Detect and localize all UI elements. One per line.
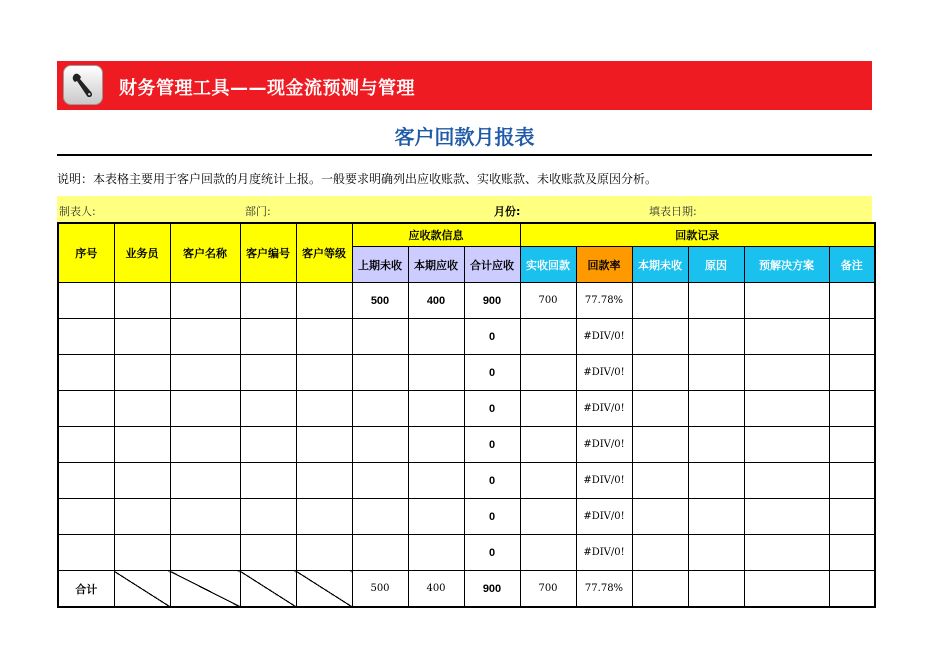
cell-planned-solution[interactable] [744,319,829,355]
total-collection-rate: 77.78% [576,571,632,608]
cell-customer-level[interactable] [296,499,352,535]
header-row-1 [58,223,875,247]
col-header-customer-name: 客户名称 [170,223,240,283]
cell-customer-code[interactable] [240,463,296,499]
cell-customer-code[interactable] [240,535,296,571]
cell-seq[interactable] [58,391,114,427]
wrench-icon [63,65,103,105]
cell-remarks[interactable] [829,319,875,355]
cell-remarks[interactable] [829,499,875,535]
cell-customer-level[interactable] [296,535,352,571]
total-prev-unpaid: 500 [352,571,408,608]
cell-actual-received[interactable] [520,319,576,355]
table-row [58,319,875,355]
group-header-collection: 回款记录 [520,223,875,247]
cell-actual-received[interactable] [520,355,576,391]
cell-actual-received[interactable] [520,463,576,499]
cell-total-receivable[interactable]: 0 [464,319,520,355]
cell-customer-level[interactable] [296,283,352,319]
cell-salesperson[interactable] [114,535,170,571]
cell-prev-unpaid[interactable] [352,319,408,355]
report-meta-bar [57,196,872,222]
cell-prev-unpaid[interactable] [352,355,408,391]
cell-current-unpaid[interactable] [632,427,688,463]
cell-current-receivable[interactable] [408,391,464,427]
cell-collection-rate[interactable]: #DIV/0! [576,355,632,391]
cell-planned-solution[interactable] [744,355,829,391]
cell-prev-unpaid[interactable] [352,391,408,427]
cell-reason[interactable] [688,283,744,319]
app-banner [57,61,872,110]
cell-salesperson[interactable] [114,499,170,535]
month-label: 月份: [494,205,521,218]
cell-customer-name[interactable] [170,499,240,535]
cell-collection-rate[interactable]: #DIV/0! [576,499,632,535]
cell-customer-code[interactable] [240,283,296,319]
cell-current-receivable[interactable] [408,355,464,391]
cell-customer-name[interactable] [170,391,240,427]
col-header-remarks: 备注 [829,247,875,283]
col-header-current-unpaid: 本期未收 [632,247,688,283]
cell-seq[interactable] [58,499,114,535]
table-row [58,283,875,319]
cell-total-receivable[interactable]: 0 [464,427,520,463]
total-current-receivable: 400 [408,571,464,608]
col-header-planned-solution: 预解决方案 [744,247,829,283]
group-header-receivable: 应收款信息 [352,223,520,247]
collection-report-table [57,222,876,608]
cell-reason[interactable] [688,535,744,571]
cell-reason[interactable] [688,391,744,427]
cell-prev-unpaid[interactable] [352,535,408,571]
total-remarks [829,571,875,608]
cell-current-receivable[interactable] [408,499,464,535]
total-label: 合计 [58,571,114,608]
table-row [58,427,875,463]
col-header-total-receivable: 合计应收 [464,247,520,283]
cell-salesperson[interactable] [114,463,170,499]
cell-customer-level[interactable] [296,463,352,499]
cell-reason[interactable] [688,499,744,535]
cell-salesperson[interactable] [114,391,170,427]
cell-salesperson[interactable] [114,427,170,463]
cell-customer-name[interactable] [170,355,240,391]
cell-customer-name[interactable] [170,463,240,499]
cell-customer-name[interactable] [170,283,240,319]
department-label: 部门: [245,205,271,218]
cell-remarks[interactable] [829,391,875,427]
cell-current-unpaid[interactable] [632,499,688,535]
fill-date-label: 填表日期: [649,205,697,218]
cell-seq[interactable] [58,319,114,355]
col-header-prev-unpaid: 上期未收 [352,247,408,283]
cell-current-receivable[interactable] [408,463,464,499]
cell-collection-rate[interactable]: #DIV/0! [576,463,632,499]
total-actual-received: 700 [520,571,576,608]
cell-customer-level[interactable] [296,391,352,427]
col-header-collection-rate: 回款率 [576,247,632,283]
report-title: 客户回款月报表 [394,125,535,149]
cell-current-receivable[interactable] [408,535,464,571]
cell-actual-received[interactable] [520,535,576,571]
cell-salesperson[interactable] [114,319,170,355]
total-current-unpaid [632,571,688,608]
cell-collection-rate[interactable]: #DIV/0! [576,391,632,427]
preparer-label: 制表人: [59,205,96,218]
cell-prev-unpaid[interactable] [352,463,408,499]
cell-customer-name[interactable] [170,535,240,571]
cell-seq[interactable] [58,535,114,571]
cell-customer-level[interactable] [296,355,352,391]
cell-seq[interactable] [58,283,114,319]
cell-total-receivable[interactable]: 900 [464,283,520,319]
cell-remarks[interactable] [829,355,875,391]
cell-collection-rate[interactable]: 77.78% [576,283,632,319]
cell-actual-received[interactable]: 700 [520,283,576,319]
cell-seq[interactable] [58,427,114,463]
diagonal-cell [170,571,240,608]
total-reason [688,571,744,608]
cell-customer-name[interactable] [170,427,240,463]
cell-reason[interactable] [688,463,744,499]
cell-collection-rate[interactable]: #DIV/0! [576,427,632,463]
table-row [58,355,875,391]
cell-customer-code[interactable] [240,391,296,427]
cell-current-unpaid[interactable] [632,283,688,319]
diagonal-cell [114,571,170,608]
cell-prev-unpaid[interactable] [352,499,408,535]
col-header-salesperson: 业务员 [114,223,170,283]
cell-reason[interactable] [688,319,744,355]
cell-seq[interactable] [58,355,114,391]
cell-customer-level[interactable] [296,427,352,463]
cell-current-receivable[interactable]: 400 [408,283,464,319]
col-header-reason: 原因 [688,247,744,283]
table-row [58,499,875,535]
cell-current-unpaid[interactable] [632,319,688,355]
cell-total-receivable[interactable]: 0 [464,499,520,535]
title-divider [57,154,872,156]
cell-remarks[interactable] [829,463,875,499]
col-header-customer-level: 客户等级 [296,223,352,283]
col-header-seq: 序号 [58,223,114,283]
cell-current-unpaid[interactable] [632,463,688,499]
diagonal-cell [240,571,296,608]
cell-seq[interactable] [58,463,114,499]
cell-remarks[interactable] [829,427,875,463]
cell-collection-rate[interactable]: #DIV/0! [576,319,632,355]
cell-customer-level[interactable] [296,319,352,355]
cell-current-unpaid[interactable] [632,355,688,391]
cell-salesperson[interactable] [114,355,170,391]
cell-customer-code[interactable] [240,427,296,463]
cell-remarks[interactable] [829,283,875,319]
instruction-note: 说明：本表格主要用于客户回款的月度统计上报。一般要求明确列出应收账款、实收账款、未收账款及原因分析。 [57,172,658,186]
cell-total-receivable[interactable]: 0 [464,463,520,499]
table-row [58,391,875,427]
cell-salesperson[interactable] [114,283,170,319]
cell-reason[interactable] [688,355,744,391]
cell-planned-solution[interactable] [744,283,829,319]
total-row [58,571,875,608]
cell-total-receivable[interactable]: 0 [464,355,520,391]
cell-planned-solution[interactable] [744,535,829,571]
table-row [58,535,875,571]
col-header-customer-code: 客户编号 [240,223,296,283]
cell-current-receivable[interactable] [408,427,464,463]
cell-customer-name[interactable] [170,319,240,355]
cell-actual-received[interactable] [520,391,576,427]
cell-planned-solution[interactable] [744,427,829,463]
cell-total-receivable[interactable]: 0 [464,391,520,427]
cell-prev-unpaid[interactable] [352,427,408,463]
banner-title: 财务管理工具——现金流预测与管理 [119,78,415,99]
cell-actual-received[interactable] [520,499,576,535]
cell-planned-solution[interactable] [744,391,829,427]
diagonal-cell [296,571,352,608]
cell-reason[interactable] [688,427,744,463]
total-planned-solution [744,571,829,608]
cell-planned-solution[interactable] [744,463,829,499]
cell-customer-code[interactable] [240,499,296,535]
cell-current-unpaid[interactable] [632,391,688,427]
table-row [58,463,875,499]
cell-remarks[interactable] [829,535,875,571]
cell-current-unpaid[interactable] [632,535,688,571]
total-total-receivable: 900 [464,571,520,608]
cell-total-receivable[interactable]: 0 [464,535,520,571]
col-header-current-receivable: 本期应收 [408,247,464,283]
col-header-actual-received: 实收回款 [520,247,576,283]
cell-customer-code[interactable] [240,355,296,391]
cell-collection-rate[interactable]: #DIV/0! [576,535,632,571]
cell-actual-received[interactable] [520,427,576,463]
cell-customer-code[interactable] [240,319,296,355]
cell-prev-unpaid[interactable]: 500 [352,283,408,319]
cell-planned-solution[interactable] [744,499,829,535]
cell-current-receivable[interactable] [408,319,464,355]
